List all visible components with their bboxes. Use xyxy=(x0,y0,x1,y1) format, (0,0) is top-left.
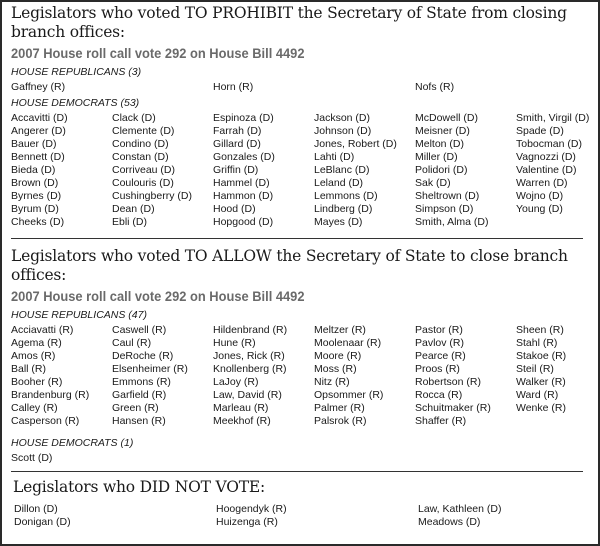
legislator-name: Wojno (D) xyxy=(516,190,564,202)
member-list xyxy=(11,452,589,465)
legislator-name: Tobocman (D) xyxy=(516,138,582,150)
legislator-name: Lahti (D) xyxy=(314,151,355,163)
legislator-name: Dillon (D) xyxy=(14,503,58,515)
member-list xyxy=(11,324,589,428)
legislator-name: Constan (D) xyxy=(112,151,169,163)
legislator-name: Coulouris (D) xyxy=(112,177,174,189)
legislator-name: Spade (D) xyxy=(516,125,564,137)
legislator-name: Steil (R) xyxy=(516,363,554,375)
legislator-name: Agema (R) xyxy=(11,337,62,349)
legislator-name: Huizenga (R) xyxy=(216,516,278,528)
legislator-name: Marleau (R) xyxy=(213,402,269,414)
group-label-democrats: HOUSE DEMOCRATS (1) xyxy=(11,437,134,449)
legislator-name: Byrum (D) xyxy=(11,203,59,215)
legislator-name: DeRoche (R) xyxy=(112,350,174,362)
member-list xyxy=(11,112,589,229)
legislator-name: Opsommer (R) xyxy=(314,389,384,401)
legislator-name: Dean (D) xyxy=(112,203,155,215)
legislator-name: Bieda (D) xyxy=(11,164,56,176)
legislator-name: Moolenaar (R) xyxy=(314,337,382,349)
legislator-name: Knollenberg (R) xyxy=(213,363,287,375)
legislator-name: Griffin (D) xyxy=(213,164,259,176)
legislator-name: Hammon (D) xyxy=(213,190,274,202)
legislator-name: Angerer (D) xyxy=(11,125,66,137)
legislator-name: Hildenbrand (R) xyxy=(213,324,288,336)
legislator-name: Palmer (R) xyxy=(314,402,365,414)
legislator-name: Miller (D) xyxy=(415,151,458,163)
section-divider xyxy=(11,471,583,472)
legislator-name: Jones, Rick (R) xyxy=(213,350,285,362)
legislator-name: Moss (R) xyxy=(314,363,357,375)
legislator-name: Jones, Robert (D) xyxy=(314,138,397,150)
legislator-name: Palsrok (R) xyxy=(314,415,367,427)
legislator-name: Hune (R) xyxy=(213,337,256,349)
member-list xyxy=(11,81,589,94)
legislator-name: Moore (R) xyxy=(314,350,362,362)
member-list xyxy=(11,503,589,529)
legislator-name: Gonzales (D) xyxy=(213,151,275,163)
legislator-name: Gaffney (R) xyxy=(11,81,66,93)
legislator-name: Green (R) xyxy=(112,402,159,414)
group-label-republicans: HOUSE REPUBLICANS (3) xyxy=(11,66,142,78)
section-heading: Legislators who voted TO PROHIBIT the Secretary of State from closing branch offices: xyxy=(11,4,567,41)
section-heading: Legislators who DID NOT VOTE: xyxy=(13,478,266,496)
legislator-name: Proos (R) xyxy=(415,363,460,375)
content xyxy=(11,4,589,529)
legislator-name: Caswell (R) xyxy=(112,324,167,336)
legislator-name: Nitz (R) xyxy=(314,376,350,388)
legislator-name: Law, David (R) xyxy=(213,389,282,401)
legislator-name: Meekhof (R) xyxy=(213,415,271,427)
legislator-name: Meltzer (R) xyxy=(314,324,366,336)
legislator-name: Condino (D) xyxy=(112,138,169,150)
legislator-name: Rocca (R) xyxy=(415,389,463,401)
legislator-name: Lindberg (D) xyxy=(314,203,373,215)
legislator-name: Leland (D) xyxy=(314,177,364,189)
legislator-name: Pastor (R) xyxy=(415,324,463,336)
roll-call-subtitle: 2007 House roll call vote 292 on House Bill 4492 xyxy=(11,45,305,61)
legislator-name: Clemente (D) xyxy=(112,125,175,137)
legislator-name: Calley (R) xyxy=(11,402,58,414)
group-label-republicans: HOUSE REPUBLICANS (47) xyxy=(11,309,147,321)
legislator-name: Shaffer (R) xyxy=(415,415,467,427)
legislator-name: Valentine (D) xyxy=(516,164,577,176)
legislator-name: Brown (D) xyxy=(11,177,59,189)
legislator-name: Sheen (R) xyxy=(516,324,564,336)
legislator-name: Vagnozzi (D) xyxy=(516,151,576,163)
legislator-name: Jackson (D) xyxy=(314,112,371,124)
legislator-name: Pearce (R) xyxy=(415,350,466,362)
legislator-name: Pavlov (R) xyxy=(415,337,465,349)
legislator-name: LeBlanc (D) xyxy=(314,164,370,176)
legislator-name: Hansen (R) xyxy=(112,415,166,427)
legislator-name: Caul (R) xyxy=(112,337,152,349)
legislator-name: Clack (D) xyxy=(112,112,156,124)
legislator-name: Lemmons (D) xyxy=(314,190,378,202)
legislator-name: Ebli (D) xyxy=(112,216,148,228)
legislator-name: Meisner (D) xyxy=(415,125,470,137)
legislator-name: Donigan (D) xyxy=(14,516,71,528)
section-did-not-vote xyxy=(11,478,589,529)
legislator-name: Robertson (R) xyxy=(415,376,481,388)
legislator-name: Sak (D) xyxy=(415,177,451,189)
legislator-name: Nofs (R) xyxy=(415,81,455,93)
section-allow xyxy=(11,247,589,465)
legislator-name: Johnson (D) xyxy=(314,125,372,137)
legislator-name: Smith, Virgil (D) xyxy=(516,112,590,124)
legislator-name: Polidori (D) xyxy=(415,164,468,176)
legislator-name: Farrah (D) xyxy=(213,125,262,137)
section-prohibit xyxy=(11,4,589,229)
legislator-name: Stahl (R) xyxy=(516,337,558,349)
legislator-name: Schuitmaker (R) xyxy=(415,402,491,414)
legislator-name: Horn (R) xyxy=(213,81,254,93)
legislator-name: Ward (R) xyxy=(516,389,559,401)
roll-call-subtitle: 2007 House roll call vote 292 on House Bill 4492 xyxy=(11,288,305,304)
legislator-name: Hammel (D) xyxy=(213,177,270,189)
legislator-name: Stakoe (R) xyxy=(516,350,567,362)
legislator-name: Scott (D) xyxy=(11,452,53,464)
legislator-name: Accavitti (D) xyxy=(11,112,68,124)
legislator-name: Walker (R) xyxy=(516,376,566,388)
legislator-name: Elsenheimer (R) xyxy=(112,363,188,375)
legislator-name: Warren (D) xyxy=(516,177,568,189)
legislator-name: Ball (R) xyxy=(11,363,47,375)
legislator-name: Meadows (D) xyxy=(418,516,481,528)
section-divider xyxy=(11,238,583,239)
legislator-name: Byrnes (D) xyxy=(11,190,62,202)
legislator-name: Bennett (D) xyxy=(11,151,65,163)
legislator-name: Young (D) xyxy=(516,203,563,215)
legislator-name: Corriveau (D) xyxy=(112,164,176,176)
legislator-name: Acciavatti (R) xyxy=(11,324,74,336)
legislator-name: Bauer (D) xyxy=(11,138,57,150)
legislator-name: Gillard (D) xyxy=(213,138,261,150)
legislator-name: Garfield (R) xyxy=(112,389,167,401)
legislator-name: Mayes (D) xyxy=(314,216,363,228)
legislator-name: Hopgood (D) xyxy=(213,216,274,228)
legislator-name: Smith, Alma (D) xyxy=(415,216,489,228)
legislator-name: Hood (D) xyxy=(213,203,256,215)
legislator-name: Wenke (R) xyxy=(516,402,566,414)
legislator-name: Sheltrown (D) xyxy=(415,190,480,202)
legislator-name: Law, Kathleen (D) xyxy=(418,503,502,515)
legislator-name: Hoogendyk (R) xyxy=(216,503,287,515)
legislator-name: LaJoy (R) xyxy=(213,376,259,388)
legislator-name: Melton (D) xyxy=(415,138,465,150)
legislator-name: McDowell (D) xyxy=(415,112,478,124)
legislator-name: Espinoza (D) xyxy=(213,112,274,124)
legislator-name: Casperson (R) xyxy=(11,415,80,427)
legislator-name: Amos (R) xyxy=(11,350,56,362)
legislator-name: Brandenburg (R) xyxy=(11,389,90,401)
legislator-name: Emmons (R) xyxy=(112,376,171,388)
legislator-name: Cushingberry (D) xyxy=(112,190,192,202)
legislator-name: Booher (R) xyxy=(11,376,63,388)
group-label-democrats: HOUSE DEMOCRATS (53) xyxy=(11,97,140,109)
legislator-name: Cheeks (D) xyxy=(11,216,65,228)
legislator-name: Simpson (D) xyxy=(415,203,474,215)
section-heading: Legislators who voted TO ALLOW the Secretary of State to close branch offices: xyxy=(11,247,568,284)
